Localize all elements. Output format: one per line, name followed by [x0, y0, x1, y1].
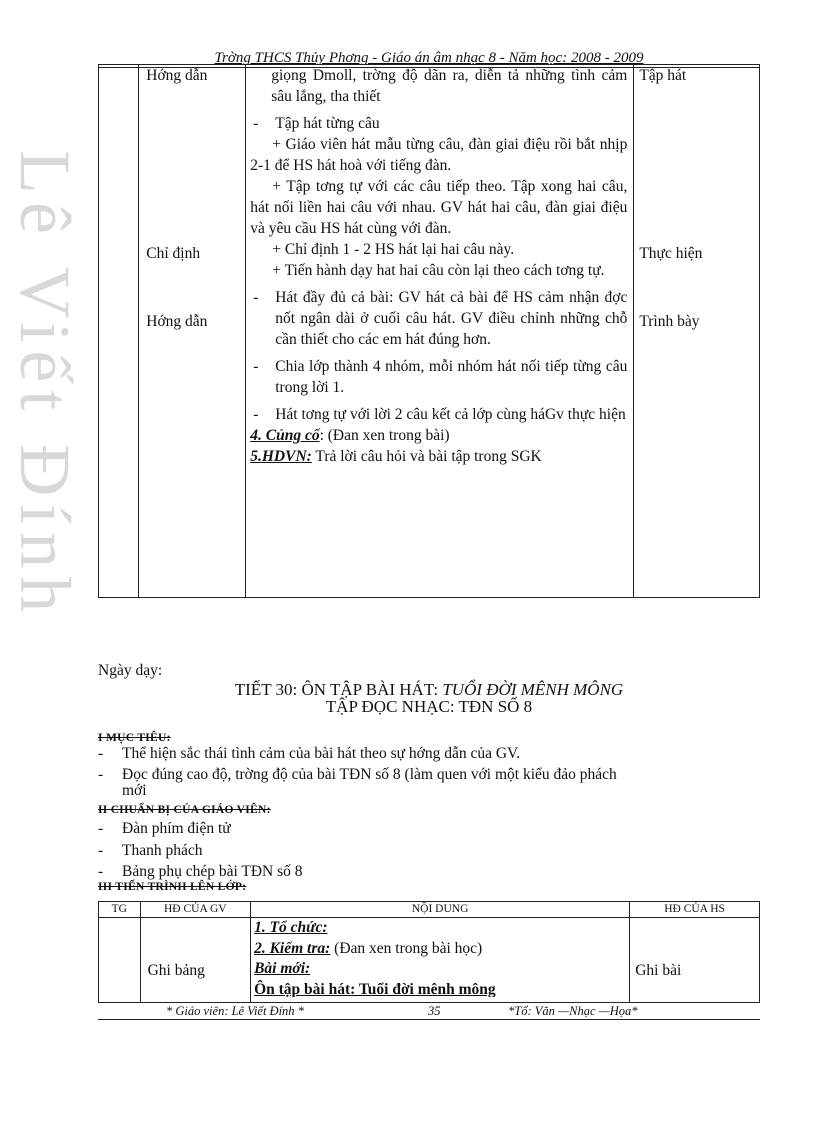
page-header: Trờng THCS Thủy Phơng - Giáo án âm nhạc 8 - Năm học: 2008 - 2009: [214, 50, 644, 66]
content-paragraph: giọng Dmoll, trờng độ dãn ra, diễn tả những tình cảm sâu lắng, tha thiết: [271, 67, 628, 105]
teacher-activity-column: [139, 65, 246, 598]
content-paragraph: + Giáo viên hát mẫu từng câu, đàn giai điệu rồi bắt nhịp 2-1 để HS hát hoà với tiếng đàn.: [250, 136, 628, 174]
footer-teacher: * Giáo viên: Lê Viết Đính *: [166, 1004, 304, 1018]
objective-item: - Thể hiện sắc thái tình cảm của bài hát theo sự hớng dẫn của GV.: [98, 745, 521, 762]
header-cell-content: NỘI DUNG: [251, 902, 630, 918]
student-cell: [630, 918, 760, 1003]
organization-step: 1. Tổ chức:: [254, 919, 328, 936]
footer-rule: [98, 1019, 760, 1020]
teacher-activity-1: Hớng dẫn: [146, 67, 208, 84]
student-activity-2: Thực hiện: [639, 245, 703, 262]
preparation-item: - Đàn phím điện tử: [98, 820, 231, 837]
lesson-table-continued: [98, 64, 760, 598]
bullet-item: - Tập hát từng câu: [253, 115, 380, 132]
content-column: [246, 65, 634, 598]
header-cell-time: TG: [99, 902, 141, 918]
content-paragraph: + Tập tơng tự với các câu tiếp theo. Tập xong hai câu, hát nối liền hai câu với nhau. GV hát hai câu, đàn giai điệu và yêu cầu HS hát cùng với đàn.: [250, 178, 628, 237]
teacher-activity-2: Chỉ định: [146, 245, 201, 262]
page-number: 35: [428, 1004, 441, 1018]
lesson-title: TIẾT 30: ÔN TẬP BÀI HÁT: TUỔI ĐỜI MÊNH MÔNG: [234, 680, 624, 699]
objective-item: - Đọc đúng cao độ, trờng độ của bài TĐN số 8 (làm quen với một kiểu đảo phách: [98, 766, 617, 783]
section-procedure-heading: III TIẾN TRÌNH LÊN LỚP:: [98, 881, 247, 893]
bullet-item: - Hát tơng tự với lời 2 câu kết cả lớp cùng háGv thực hiện: [253, 406, 626, 423]
content-paragraph: + Chỉ định 1 - 2 HS hát lại hai câu này.: [272, 241, 515, 258]
time-cell: [99, 918, 141, 1003]
bullet-item: - Hát đầy đủ cả bài: GV hát cả bài để HS cảm nhận đợc nốt ngân dài ở cuối câu hát. GV điều chỉnh những chỗ cần thiết cho các em hát đúng hơn.: [253, 289, 628, 348]
review-song-step: Ôn tập bài hát: Tuổi đời mênh mông: [254, 980, 496, 997]
header-cell-teacher: HĐ CỦA GV: [140, 902, 251, 918]
content-cell: [251, 918, 630, 1003]
section-objectives-heading: I MỤC TIÊU:: [98, 732, 171, 744]
footer-department: *Tổ: Văn —Nhạc —Họa*: [508, 1004, 638, 1018]
header-cell-student: HĐ CỦA HS: [630, 902, 760, 918]
consolidation-line: 4. Củng cố: (Đan xen trong bài): [250, 427, 450, 444]
teacher-activity: Ghi bảng: [147, 962, 205, 979]
lesson-procedure-table: [98, 901, 760, 1003]
preparation-item: - Bảng phụ chép bài TĐN số 8: [98, 863, 303, 880]
student-activity-1: Tập hát: [639, 67, 687, 84]
watermark: Lê Viết Đính: [5, 150, 85, 621]
student-activity-column: [634, 65, 760, 598]
lesson-subtitle: TẬP ĐỌC NHẠC: TĐN SỐ 8: [325, 697, 533, 716]
section-preparation-heading: II CHUẨN BỊ CỦA GIÁO VIÊN:: [98, 804, 271, 816]
teacher-activity-3: Hớng dẫn: [146, 313, 208, 330]
teacher-cell: [140, 918, 251, 1003]
new-lesson-step: Bài mới:: [254, 960, 311, 977]
check-step: 2. Kiểm tra: (Đan xen trong bài học): [254, 939, 483, 957]
time-column: [99, 65, 139, 598]
content-paragraph: + Tiến hành dạy hat hai câu còn lại theo cách tơng tự.: [272, 262, 605, 279]
homework-line: 5.HDVN: Trả lời câu hỏi và bài tập trong SGK: [250, 448, 542, 465]
objective-item-continued: mới: [122, 782, 147, 799]
preparation-item: - Thanh phách: [98, 842, 203, 859]
student-activity: Ghi bài: [635, 962, 682, 979]
teaching-date: Ngày dạy:: [98, 662, 163, 679]
student-activity-3: Trình bày: [639, 313, 700, 330]
bullet-item: - Chia lớp thành 4 nhóm, mỗi nhóm hát nối tiếp từng câu trong lời 1.: [253, 358, 628, 396]
